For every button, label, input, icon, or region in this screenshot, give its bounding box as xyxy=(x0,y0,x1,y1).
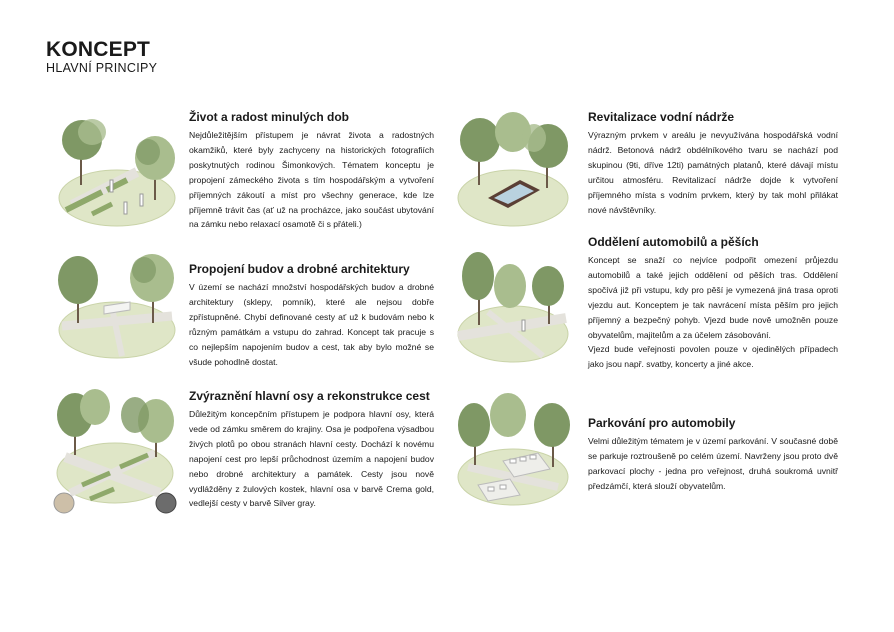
page-subtitle: HLAVNÍ PRINCIPY xyxy=(46,61,158,75)
section-body: Velmi důležitým tématem je v území parkování. V současné době se parkuje roztroušeně po celém území. Navrženy jsou proto dvě parkovací plochy - jedna pro veřejnost, druhá soukromá uvnitř předzámčí, která slouží obyvatelům. xyxy=(588,436,838,491)
section-body: Koncept se snaží co nejvíce podpořit omezení průjezdu automobilů a také jejich oddělení od pěších tras. Oddělení spočívá již při vstupu, kdy pro pěší je vymezená jiná trasa oproti vjezdu aut. Konceptem je tak navrácení místa pěším pro jejich příjemný a bezpečný pohyb. Vjezd bude nově umožněn pouze obyvatelům, majitelům a za účelem zásobování. xyxy=(588,255,838,340)
section-body: Důležitým koncepčním přístupem je podpora hlavní osy, která vede od zámku směrem do krajiny. Osa je podpořena výsadbou živých plotů po obou stranách hlavní cesty. Dochází k novému napojení cest pro lepší průchodnost územím a napojení budov nebo drobné architektury a památek. Cesty jsou nově vydlážděny z žulových kostek, hlavní osa v barvě Crema gold, vedlejší cesty v barvě Silver gray. xyxy=(189,409,434,509)
section-main-axis xyxy=(189,389,434,511)
section-heading: Oddělení automobilů a pěších xyxy=(588,235,759,249)
parking-illustration xyxy=(448,385,578,515)
section-heading: Propojení budov a drobné architektury xyxy=(189,262,410,276)
section-body: V území se nachází množství hospodářských budov a drobné architektury (sklepy, pomník), které ale nejsou dobře zpřístupněné. Chybí definované cesty ať už k budovám nebo k různým památkám a vstupu do zahrad. Koncept tak pracuje s co nejlepším napojením budov a cest, tak aby bylo možné se všude pohodlně dostat. xyxy=(189,282,434,367)
section-life-and-joy xyxy=(189,110,434,232)
pedestrian-path-illustration xyxy=(448,248,578,373)
section-body: Nejdůležitějším přístupem je návrat života a radostných okamžiků, které byly zachyceny na historických fotografiích poskytnutých rodinou Šimonkových. Tématem konceptu je propojení zámeckého života s tím hospodářským a vytvoření příjemných zákoutí a míst pro všechny generace, kde lze příjemně trávit čas (ať už na procházce, jako součást ubytování na zámku nebo relaxací osamotě či s přáteli.) xyxy=(189,130,434,230)
section-heading: Parkování pro automobily xyxy=(588,416,736,430)
section-body: Výrazným prvkem v areálu je nevyužívána hospodářská vodní nádrž. Betonová nádrž obdélníkového tvaru se nachází pod skupinou (9ti, dříve 12ti) památných platanů, které dávají místu určitou atmosféru. Revitalizací nádrže dojde k vytvoření příjemného místa s vodním prvkem, který by tak mohl přilákat nové návštěvníky. xyxy=(588,130,838,215)
section-water-tank xyxy=(588,110,838,217)
section-heading: Revitalizace vodní nádrže xyxy=(588,110,735,124)
buildings-paths-illustration xyxy=(52,248,182,368)
section-body-2: Vjezd bude veřejnosti povolen pouze v ojedinělých případech jako jsou např. svatby, koncerty a jiné akce. xyxy=(588,344,838,370)
main-axis-hedges-illustration xyxy=(50,385,180,515)
water-tank-illustration xyxy=(448,110,578,235)
section-heading: Zvýraznění hlavní osy a rekonstrukce cest xyxy=(189,389,430,403)
page-title: KONCEPT xyxy=(46,38,151,61)
section-parking xyxy=(588,416,838,494)
section-heading: Život a radost minulých dob xyxy=(189,110,350,124)
section-cars-pedestrians xyxy=(588,235,838,372)
garden-people-illustration xyxy=(52,110,182,235)
section-buildings-connection xyxy=(189,262,434,369)
